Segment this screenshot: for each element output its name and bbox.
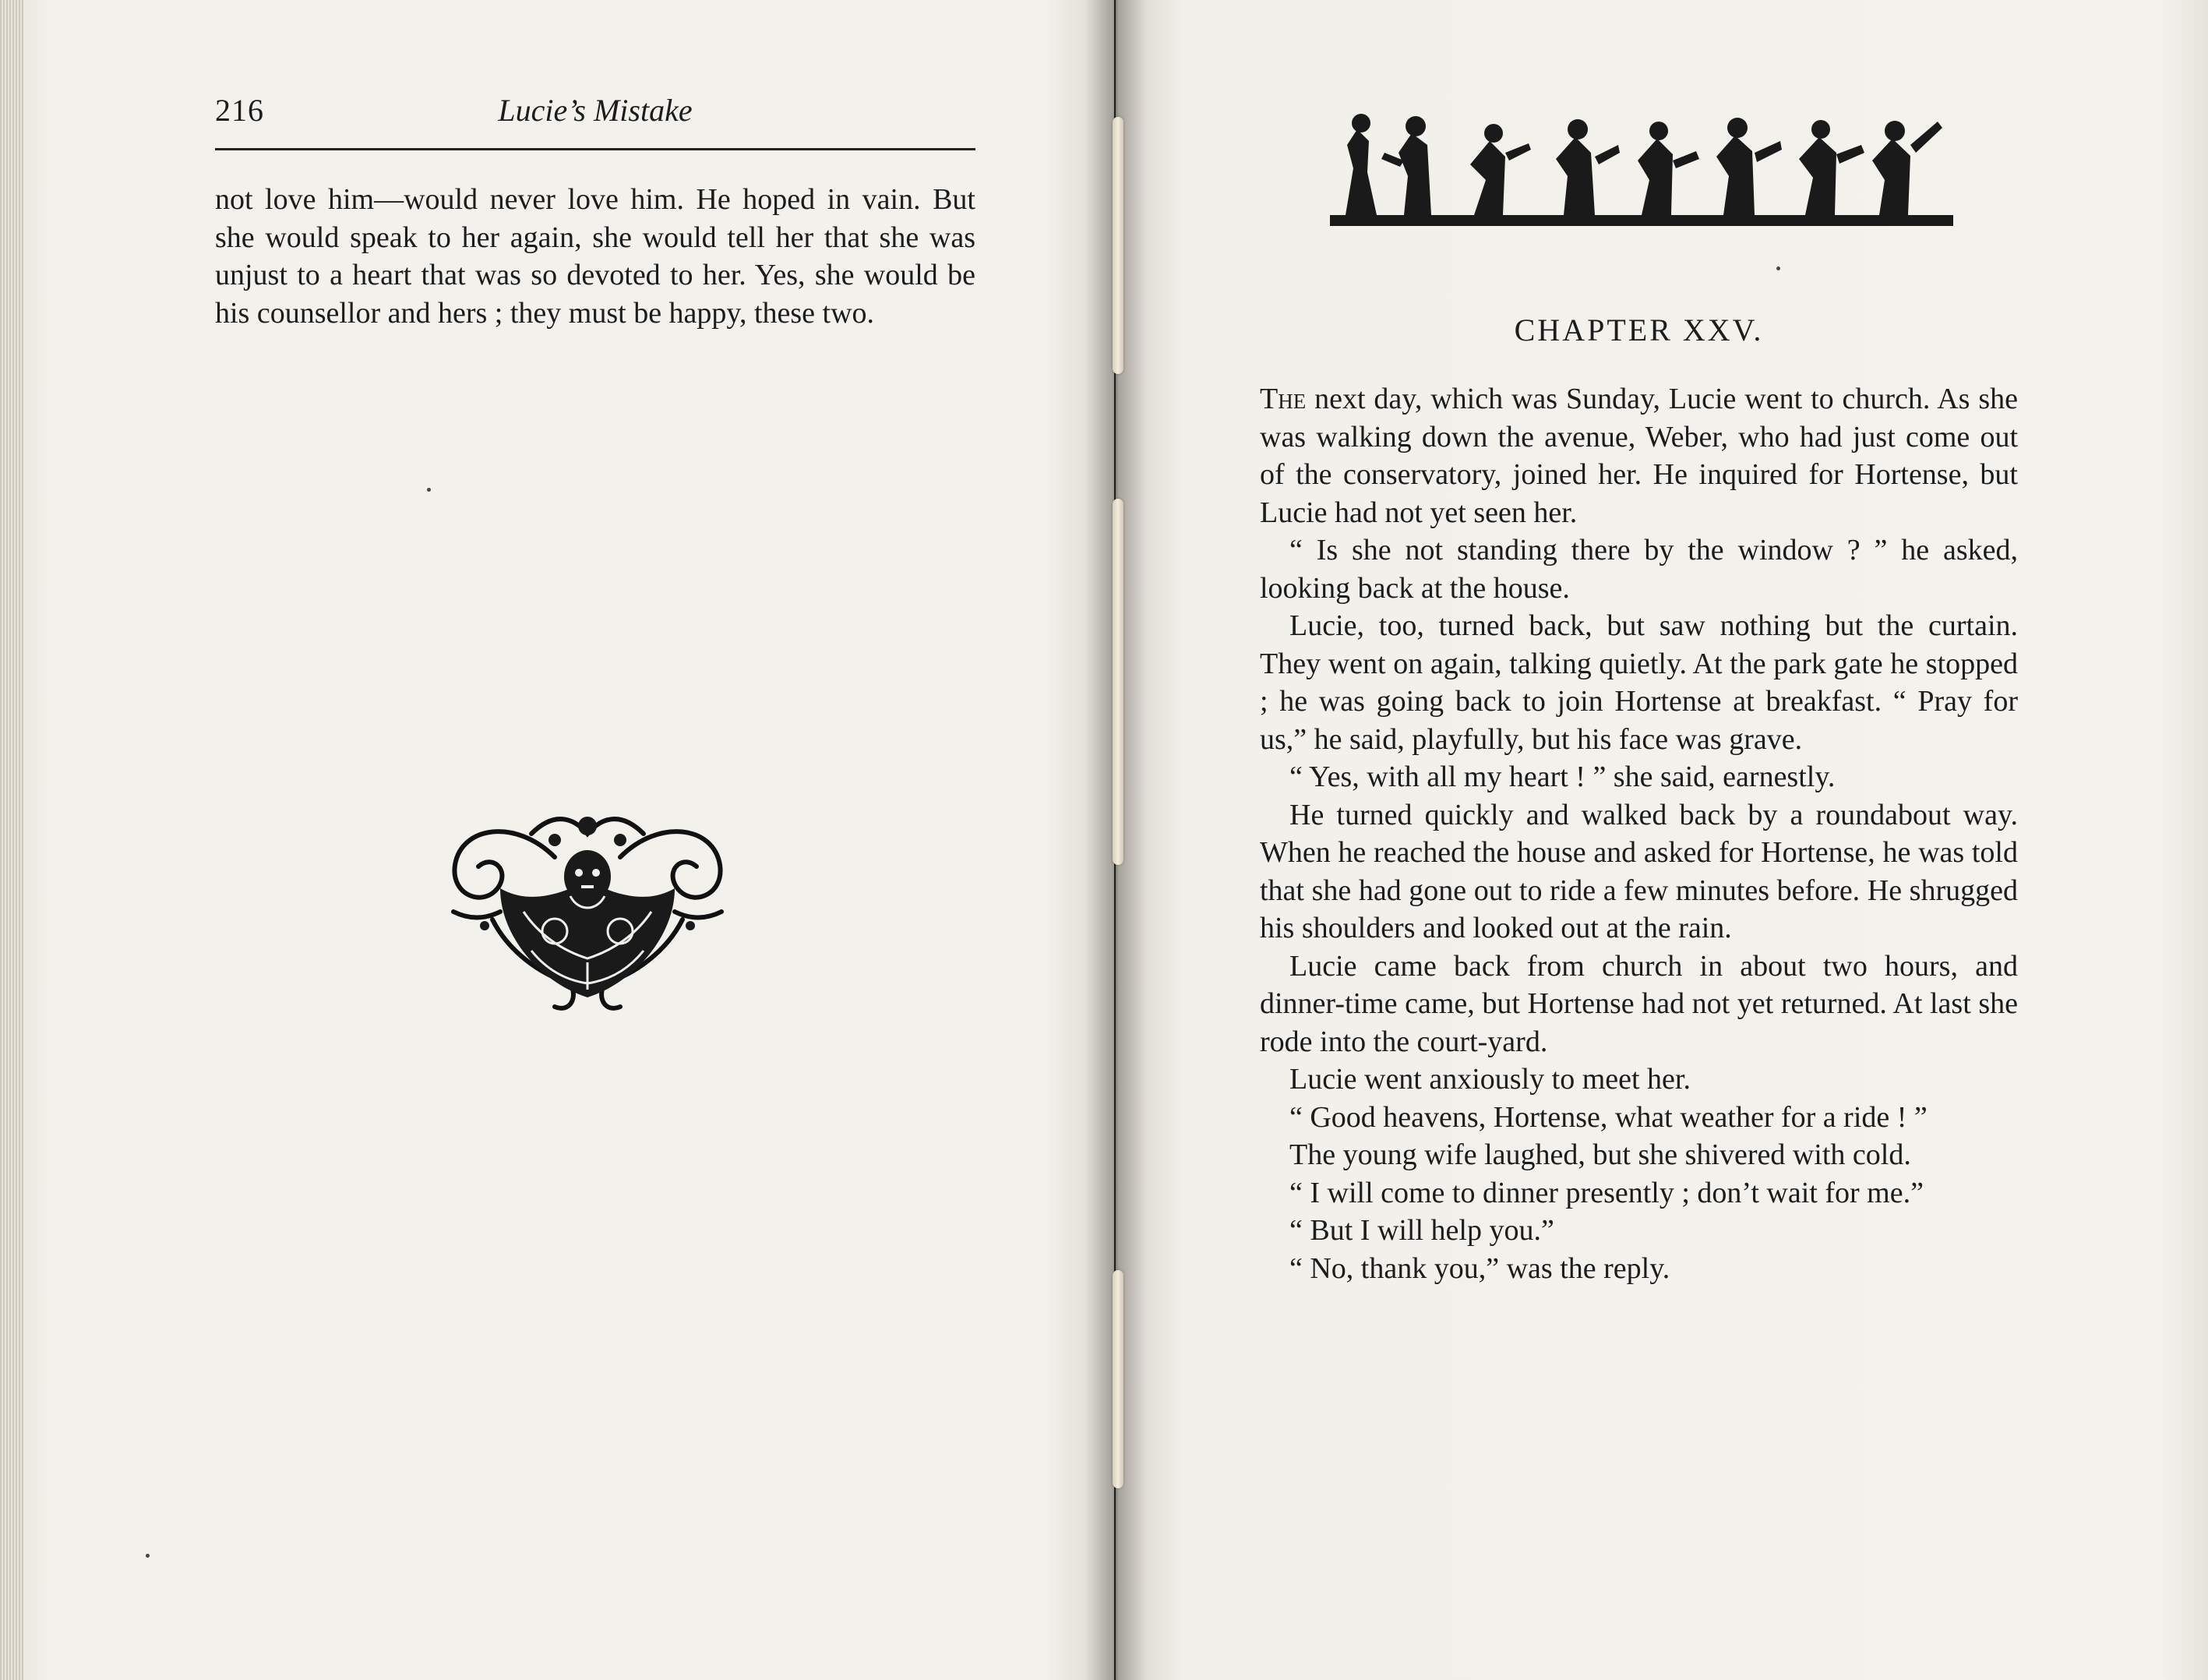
right-page — [1116, 0, 2208, 1680]
right-body-text — [1260, 380, 2018, 1287]
chapter-title: CHAPTER XXV. — [1514, 312, 1764, 348]
paragraph: “ No, thank you,” was the reply. — [1289, 1251, 1670, 1285]
paragraph: “ Yes, with all my heart ! ” she said, earnestly. — [1289, 761, 1836, 793]
page-edges — [0, 0, 23, 1680]
paragraph: The young wife laughed, but she shivered with cold. — [1289, 1138, 1911, 1171]
paragraph: “ Good heavens, Hortense, what weather for a ride ! ” — [1289, 1100, 1928, 1134]
paragraph: “ I will come to dinner presently ; don’t wait for me.” — [1289, 1176, 1924, 1209]
paragraph: not love him—would never love him. He hoped in vain. But she would speak to her again, she would tell her that she was unjust to a heart that was so devoted to her. Yes, she would be his counsellor and hers ; they must be happy, these two. — [215, 183, 975, 330]
paper-speck — [1776, 266, 1780, 270]
paragraph-text: next day, which was Sunday, Lucie went to church. As she was walking down the avenue, Weber, who had just come out of the conservatory, joined her. He inquired for Hortense, but Lucie had not yet seen her. — [1260, 383, 2018, 529]
paragraph: “ Is she not standing there by the window ? ” he asked, looking back at the house. — [1260, 534, 2018, 605]
paragraph: Lucie, too, turned back, but saw nothing but the curtain. They went on again, talking quietly. At the park gate he stopped ; he was going back to join Hortense at breakfast. “ Pray for us,” he said, playfully, but his face was grave. — [1260, 609, 2018, 756]
paper-speck — [146, 1554, 150, 1558]
left-body-text — [215, 181, 975, 332]
binding-stitch — [1113, 499, 1123, 865]
running-head: Lucie’s Mistake — [498, 93, 693, 128]
paragraph: “ But I will help you.” — [1289, 1214, 1554, 1247]
ornament-tailpiece — [438, 803, 737, 1019]
paragraph: He turned quickly and walked back by a roundabout way. When he reached the house and asked for Hortense, he was told that she had gone out to ride a few minutes before. He shrugged his shoulders and looked out at the rain. — [1260, 798, 2018, 944]
ornament-headpiece-dancers — [1330, 98, 1953, 231]
drop-word: The — [1260, 383, 1307, 415]
paragraph-opening — [1260, 380, 2018, 531]
paper-speck — [427, 488, 431, 492]
paragraph: Lucie went anxiously to meet her. — [1289, 1063, 1691, 1096]
paragraph: Lucie came back from church in about two hours, and dinner-time came, but Hortense had not yet returned. At last she rode into the court-yard. — [1260, 949, 2018, 1058]
page-header — [215, 92, 975, 150]
binding-stitch — [1113, 1270, 1123, 1488]
page-number: 216 — [215, 93, 264, 128]
binding-stitch — [1113, 117, 1123, 374]
